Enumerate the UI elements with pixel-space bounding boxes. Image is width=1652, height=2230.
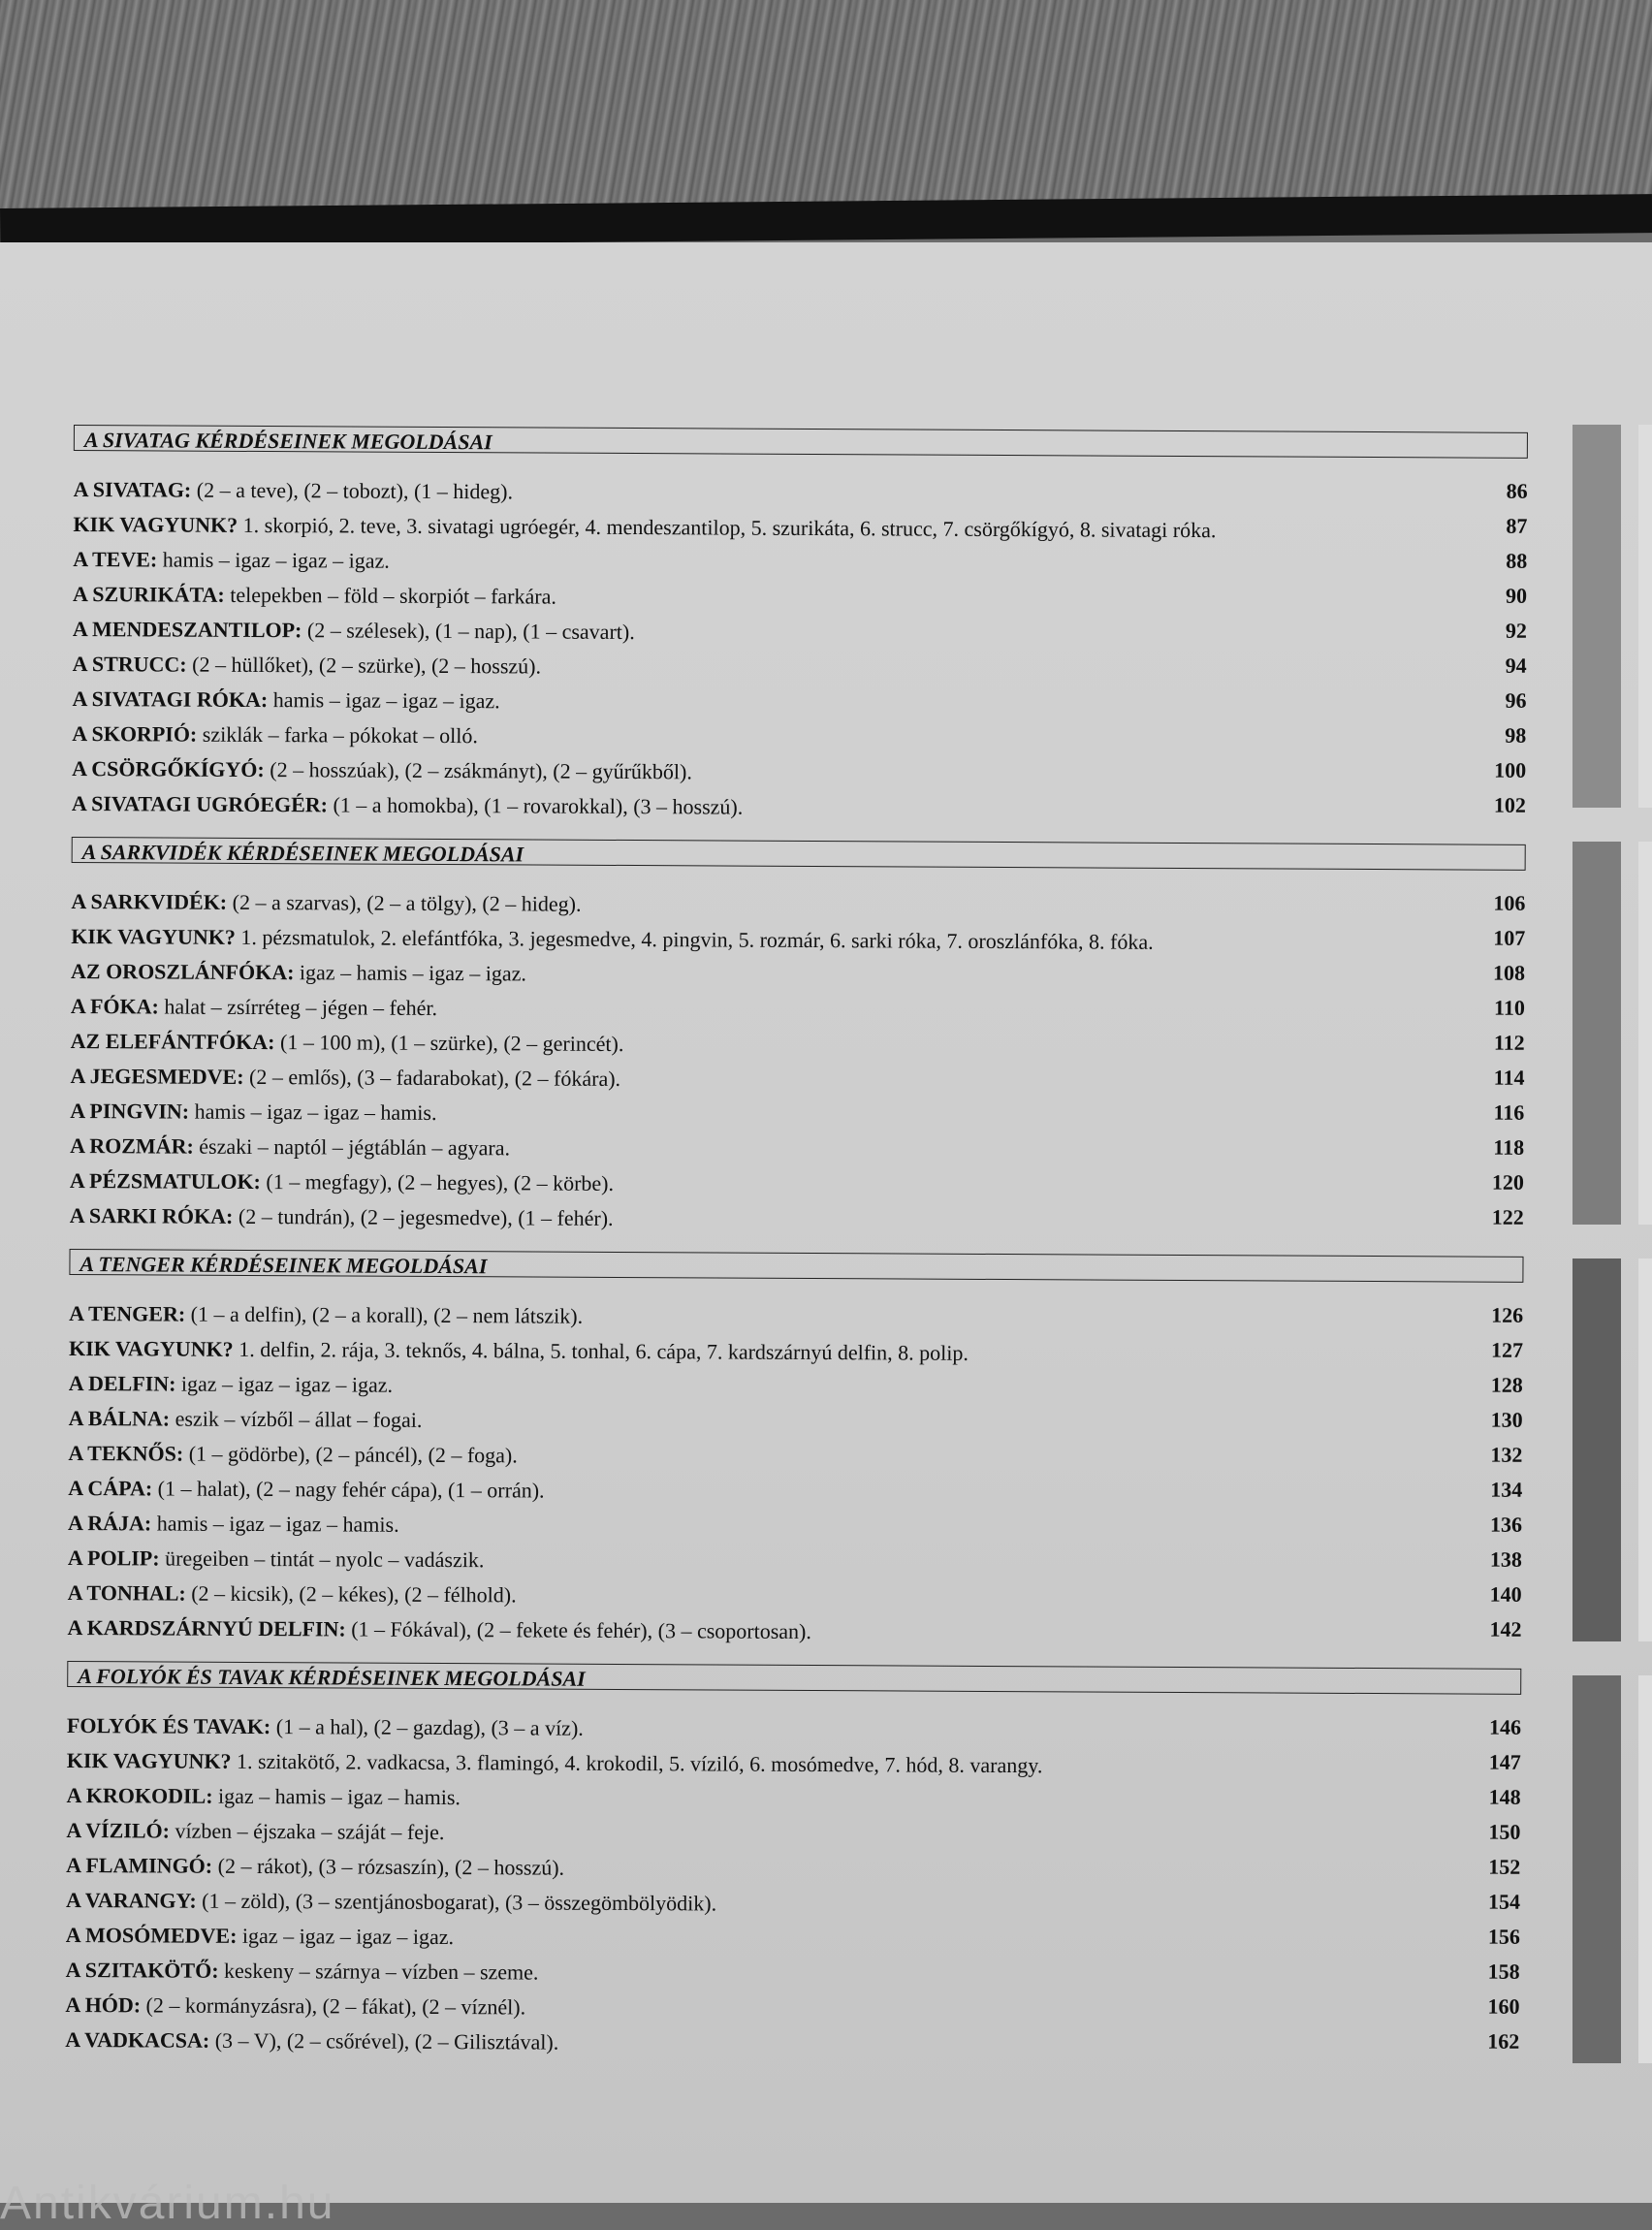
- section-heading: [74, 425, 1528, 459]
- page-number: 88: [1506, 548, 1528, 573]
- row-label: A MENDESZANTILOP:: [72, 616, 302, 643]
- section-title: A SARKVIDÉK KÉRDÉSEINEK MEGOLDÁSAI: [81, 840, 524, 867]
- row-label: A MOSÓMEDVE:: [65, 1922, 238, 1948]
- page-number: 92: [1505, 618, 1527, 643]
- row-label: A DELFIN:: [68, 1370, 176, 1396]
- page-number: 118: [1493, 1134, 1525, 1160]
- page-number: 120: [1491, 1169, 1524, 1195]
- row-text: vízben – éjszaka – száját – feje.: [169, 1818, 445, 1845]
- section-sea: [67, 1249, 1523, 1653]
- page-number: 154: [1487, 1889, 1521, 1914]
- row-label: A SIVATAGI RÓKA:: [72, 685, 269, 713]
- thumbnail-strip: [1638, 842, 1652, 1225]
- section-rivers: [65, 1661, 1521, 2065]
- row-label: A CÁPA:: [68, 1475, 153, 1501]
- row-label: A SZITAKÖTŐ:: [65, 1957, 219, 1983]
- thumbnail-strip: [1638, 1675, 1652, 2063]
- row-label: A SKORPIÓ:: [72, 720, 198, 747]
- row-label: A PINGVIN:: [70, 1098, 190, 1124]
- row-text: (2 – szélesek), (1 – nap), (1 – csavart).: [302, 618, 635, 645]
- page-number: 102: [1493, 792, 1527, 817]
- row-label: A SARKVIDÉK:: [71, 888, 228, 914]
- row-text: (2 – tundrán), (2 – jegesmedve), (1 – fehér).: [233, 1203, 614, 1230]
- row-label: AZ ELEFÁNTFÓKA:: [70, 1028, 275, 1055]
- page-number: 134: [1490, 1477, 1523, 1502]
- row-text: igaz – hamis – igaz – igaz.: [294, 960, 527, 986]
- row-text: keskeny – szárnya – vízben – szeme.: [218, 1958, 539, 1985]
- row-text: hamis – igaz – igaz – hamis.: [189, 1099, 437, 1125]
- row-text: 1. delfin, 2. rája, 3. teknős, 4. bálna, 5. tonhal, 6. cápa, 7. kardszárnyú delfin, 8. polip.: [233, 1336, 969, 1365]
- page-number: 112: [1493, 1030, 1525, 1055]
- row-label: A BÁLNA:: [68, 1405, 171, 1431]
- row-text: hamis – igaz – igaz – igaz.: [157, 547, 390, 573]
- page-number: 90: [1506, 583, 1528, 608]
- page-number: 94: [1505, 653, 1527, 678]
- row-label: FOLYÓK ÉS TAVAK:: [66, 1712, 271, 1739]
- row-label: A HÓD:: [65, 1991, 142, 2018]
- row-label: A SIVATAGI UGRÓEGÉR:: [71, 790, 329, 817]
- row-label: A STRUCC:: [72, 651, 187, 677]
- page-number: 140: [1489, 1581, 1522, 1607]
- row-label: AZ OROSZLÁNFÓKA:: [70, 958, 295, 985]
- section-arctic: [70, 837, 1526, 1241]
- section-tab-desert: [1573, 425, 1621, 808]
- page-number: 96: [1505, 687, 1527, 713]
- row-text: sziklák – farka – pókokat – olló.: [197, 721, 478, 749]
- section-title: A SIVATAG KÉRDÉSEINEK MEGOLDÁSAI: [83, 428, 492, 455]
- row-label: A SIVATAG:: [73, 476, 192, 502]
- page-number: 156: [1487, 1924, 1520, 1949]
- watermark: Antikvárium.hu: [0, 2178, 335, 2229]
- row-text: (2 – rákot), (3 – rózsaszín), (2 – hosszú).: [212, 1853, 565, 1880]
- page-number: 147: [1488, 1749, 1521, 1774]
- section-desert: [72, 425, 1528, 829]
- section-tab-rivers: [1573, 1675, 1621, 2063]
- row-text: (1 – a homokba), (1 – rovarokkal), (3 – hosszú).: [327, 792, 744, 819]
- row-text: eszik – vízből – állat – fogai.: [170, 1406, 423, 1432]
- row-label: A SZURIKÁTA:: [73, 581, 225, 607]
- page-number: 127: [1490, 1337, 1524, 1362]
- row-text: (1 – megfagy), (2 – hegyes), (2 – körbe).: [260, 1169, 615, 1195]
- page-number: 130: [1490, 1407, 1523, 1432]
- row-text: (2 – kormányzásra), (2 – fákat), (2 – víznél).: [141, 1992, 526, 2020]
- page-number: 138: [1489, 1546, 1522, 1572]
- row-label: A FÓKA:: [70, 993, 159, 1019]
- page-number: 142: [1489, 1616, 1522, 1641]
- row-label: A TENGER:: [69, 1300, 186, 1326]
- row-text: 1. skorpió, 2. teve, 3. sivatagi ugróegér, 4. mendeszantilop, 5. szurikáta, 6. strucc, 7. csörgőkígyó, 8. sivatagi róka.: [238, 512, 1217, 543]
- row-text: (2 – a szarvas), (2 – a tölgy), (2 – hideg).: [227, 889, 582, 916]
- row-text: üregeiben – tintát – nyolc – vadászik.: [159, 1545, 485, 1573]
- answers-content: [65, 425, 1528, 2065]
- thumbnail-strip: [1638, 1258, 1652, 1641]
- row-text: 1. szitakötő, 2. vadkacsa, 3. flamingó, 4. krokodil, 5. víziló, 6. mosómedve, 7. hód, 8. varangy.: [231, 1748, 1043, 1778]
- page-number: 114: [1493, 1065, 1525, 1090]
- page-number: 106: [1493, 890, 1526, 915]
- row-label: A VARANGY:: [65, 1887, 197, 1913]
- row-text: (1 – zöld), (3 – szentjánosbogarat), (3 – összegömbölyödik).: [196, 1888, 717, 1916]
- page-number: 86: [1506, 478, 1528, 503]
- answer-row: [65, 2023, 1519, 2065]
- page-number: 162: [1487, 2028, 1520, 2054]
- page-number: 160: [1487, 1993, 1520, 2019]
- page-number: 100: [1494, 757, 1527, 782]
- row-label: A PÉZSMATULOK:: [69, 1167, 261, 1195]
- page-number: 98: [1505, 722, 1527, 748]
- row-label: KIK VAGYUNK?: [68, 1335, 234, 1361]
- page-number: 146: [1488, 1714, 1522, 1739]
- row-label: A ROZMÁR:: [70, 1132, 194, 1159]
- row-text: (1 – Fókával), (2 – fekete és fehér), (3 – csoportosan).: [345, 1616, 811, 1644]
- page-number: 136: [1490, 1512, 1523, 1537]
- row-text: (2 – a teve), (2 – tobozt), (1 – hideg).: [191, 477, 514, 504]
- row-label: KIK VAGYUNK?: [66, 1747, 232, 1773]
- row-label: A KARDSZÁRNYÚ DELFIN:: [67, 1614, 346, 1641]
- row-text: (1 – a hal), (2 – gazdag), (3 – a víz).: [270, 1714, 584, 1740]
- page-number: 116: [1493, 1099, 1525, 1125]
- row-label: A KROKODIL:: [66, 1782, 213, 1808]
- row-label: A POLIP:: [67, 1545, 160, 1571]
- page-number: 107: [1493, 925, 1526, 950]
- row-label: A VÍZILÓ:: [66, 1817, 171, 1843]
- page-number: 132: [1490, 1442, 1523, 1467]
- section-tab-sea: [1573, 1258, 1621, 1641]
- row-text: hamis – igaz – igaz – igaz.: [268, 687, 500, 714]
- row-text: igaz – igaz – igaz – igaz.: [175, 1371, 394, 1397]
- row-text: igaz – igaz – igaz – igaz.: [237, 1923, 455, 1950]
- page-number: 126: [1491, 1302, 1524, 1327]
- row-text: (3 – V), (2 – csőrével), (2 – Gilisztával).: [209, 2027, 559, 2055]
- row-label: A RÁJA:: [68, 1510, 152, 1536]
- row-label: KIK VAGYUNK?: [73, 511, 238, 537]
- row-text: igaz – hamis – igaz – hamis.: [212, 1783, 461, 1810]
- row-text: (1 – halat), (2 – nagy fehér cápa), (1 – orrán).: [152, 1476, 545, 1503]
- row-label: A TEVE:: [73, 546, 158, 572]
- row-text: (2 – hosszúak), (2 – zsákmányt), (2 – gyűrűkből).: [264, 757, 692, 784]
- row-text: telepekben – föld – skorpiót – farkára.: [224, 582, 556, 609]
- row-label: A FLAMINGÓ:: [66, 1852, 213, 1878]
- page-number: 108: [1492, 960, 1526, 985]
- row-label: KIK VAGYUNK?: [71, 923, 237, 949]
- row-label: A JEGESMEDVE:: [70, 1063, 244, 1089]
- row-text: hamis – igaz – igaz – hamis.: [151, 1511, 399, 1537]
- row-text: (1 – a delfin), (2 – a korall), (2 – nem látszik).: [185, 1301, 584, 1328]
- row-label: A TEKNŐS:: [68, 1440, 184, 1466]
- row-label: A SARKI RÓKA:: [69, 1202, 234, 1228]
- page-number: 150: [1488, 1819, 1521, 1844]
- row-text: 1. pézsmatulok, 2. elefántfóka, 3. jegesmedve, 4. pingvin, 5. rozmár, 6. sarki róka, 7. oroszlánfóka, 8. fóka.: [235, 924, 1154, 954]
- row-text: (2 – kicsik), (2 – kékes), (2 – félhold).: [185, 1580, 517, 1608]
- section-title: A TENGER KÉRDÉSEINEK MEGOLDÁSAI: [79, 1252, 488, 1279]
- row-text: (1 – gödörbe), (2 – páncél), (2 – foga).: [183, 1441, 518, 1468]
- page-number: 87: [1506, 513, 1528, 538]
- page-number: 148: [1488, 1784, 1521, 1809]
- section-title: A FOLYÓK ÉS TAVAK KÉRDÉSEINEK MEGOLDÁSAI: [78, 1664, 586, 1691]
- page-number: 152: [1488, 1854, 1521, 1879]
- row-text: (2 – hüllőket), (2 – szürke), (2 – hosszú).: [186, 652, 542, 679]
- row-text: halat – zsírréteg – jégen – fehér.: [158, 994, 438, 1020]
- page-number: 110: [1494, 995, 1525, 1020]
- background-surface: [0, 0, 1652, 218]
- row-text: északi – naptól – jégtáblán – agyara.: [193, 1133, 511, 1161]
- page-number: 122: [1491, 1204, 1524, 1229]
- row-label: A CSÖRGŐKÍGYÓ:: [72, 755, 265, 782]
- section-tab-arctic: [1573, 842, 1621, 1225]
- page-number: 128: [1490, 1372, 1523, 1397]
- row-label: A VADKACSA:: [65, 2026, 210, 2053]
- page-number: 158: [1487, 1959, 1520, 1984]
- row-label: A TONHAL:: [67, 1579, 186, 1606]
- thumbnail-strip: [1638, 425, 1652, 808]
- row-text: (2 – emlős), (3 – fadarabokat), (2 – fókára).: [243, 1064, 621, 1091]
- row-text: (1 – 100 m), (1 – szürke), (2 – gerincét).: [274, 1030, 624, 1056]
- book-page: [0, 242, 1652, 2203]
